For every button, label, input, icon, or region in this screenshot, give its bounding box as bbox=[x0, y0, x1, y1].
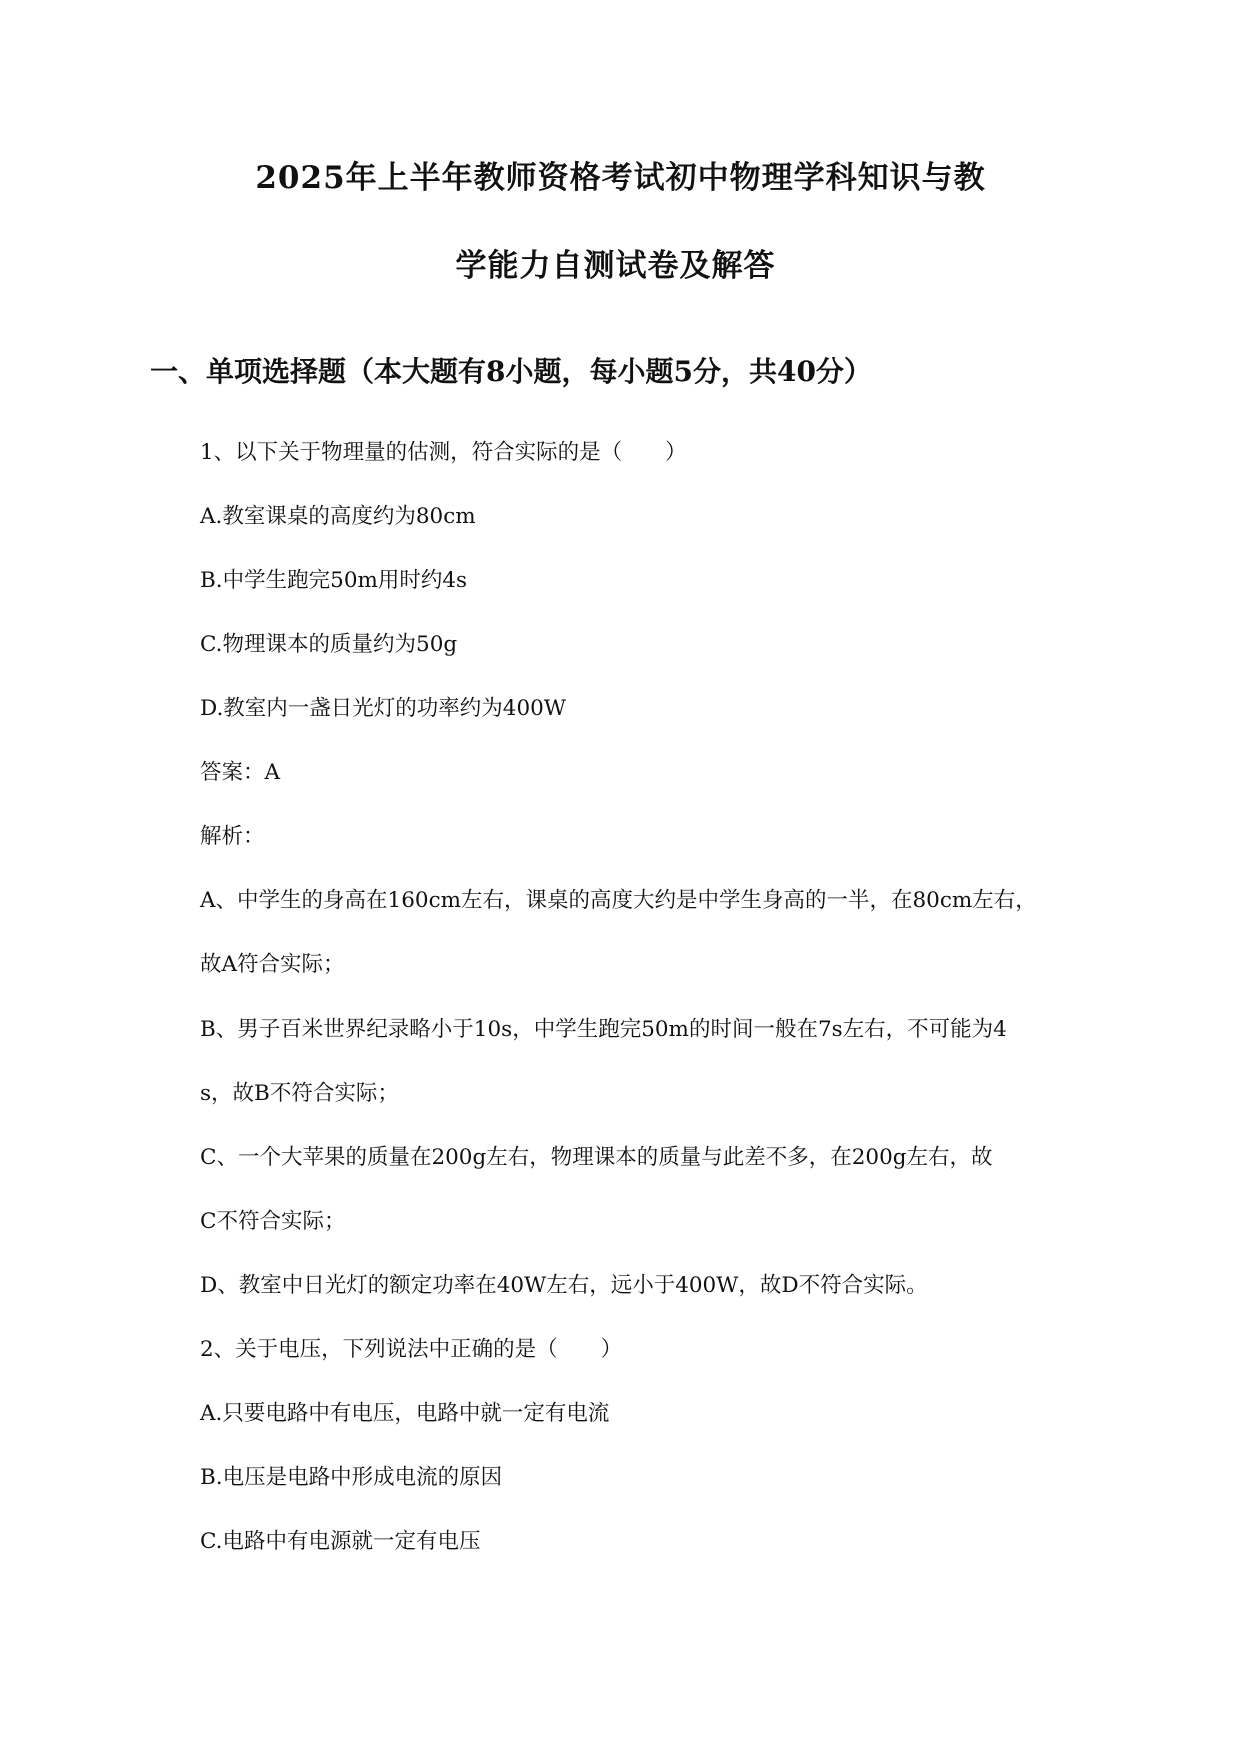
analysis-d-line: D、教室中日光灯的额定功率在40W左右，远小于400W，故D不符合实际。 bbox=[200, 1273, 928, 1298]
analysis-c-line-2: C不符合实际； bbox=[200, 1209, 346, 1234]
analysis-b-line-1: B、男子百米世界纪录略小于10s，中学生跑完50m的时间一般在7s左右，不可能为4 bbox=[200, 1017, 1007, 1042]
question-1-analysis-label: 解析： bbox=[200, 824, 265, 849]
question-1-option-a: A.教室课桌的高度约为80cm bbox=[200, 504, 476, 529]
analysis-c-line-1: C、一个大苹果的质量在200g左右，物理课本的质量与此差不多，在200g左右，故 bbox=[200, 1145, 993, 1170]
question-1-answer: 答案：A bbox=[200, 760, 281, 785]
question-2-stem: 2、关于电压，下列说法中正确的是（ ） bbox=[200, 1337, 623, 1362]
question-1-option-c: C.物理课本的质量约为50g bbox=[200, 632, 458, 657]
question-1-stem: 1、以下关于物理量的估测，符合实际的是（ ） bbox=[200, 440, 687, 465]
analysis-a-line-2: 故A符合实际； bbox=[200, 952, 345, 977]
question-1-option-b: B.中学生跑完50m用时约4s bbox=[200, 568, 468, 593]
section-heading: 一、单项选择题（本大题有8小题，每小题5分，共40分） bbox=[150, 355, 872, 388]
document-title-line-2: 学能力自测试卷及解答 bbox=[455, 248, 776, 284]
question-1-option-d: D.教室内一盏日光灯的功率约为400W bbox=[200, 696, 566, 721]
analysis-b-line-2: s，故B不符合实际； bbox=[200, 1081, 399, 1106]
question-2-option-c: C.电路中有电源就一定有电压 bbox=[200, 1529, 481, 1554]
document-title-line-1: 2025年上半年教师资格考试初中物理学科知识与教 bbox=[255, 160, 986, 196]
question-2-option-a: A.只要电路中有电压，电路中就一定有电流 bbox=[200, 1401, 610, 1426]
question-2-option-b: B.电压是电路中形成电流的原因 bbox=[200, 1465, 503, 1490]
analysis-a-line-1: A、中学生的身高在160cm左右，课桌的高度大约是中学生身高的一半，在80cm左右， bbox=[200, 888, 1037, 913]
